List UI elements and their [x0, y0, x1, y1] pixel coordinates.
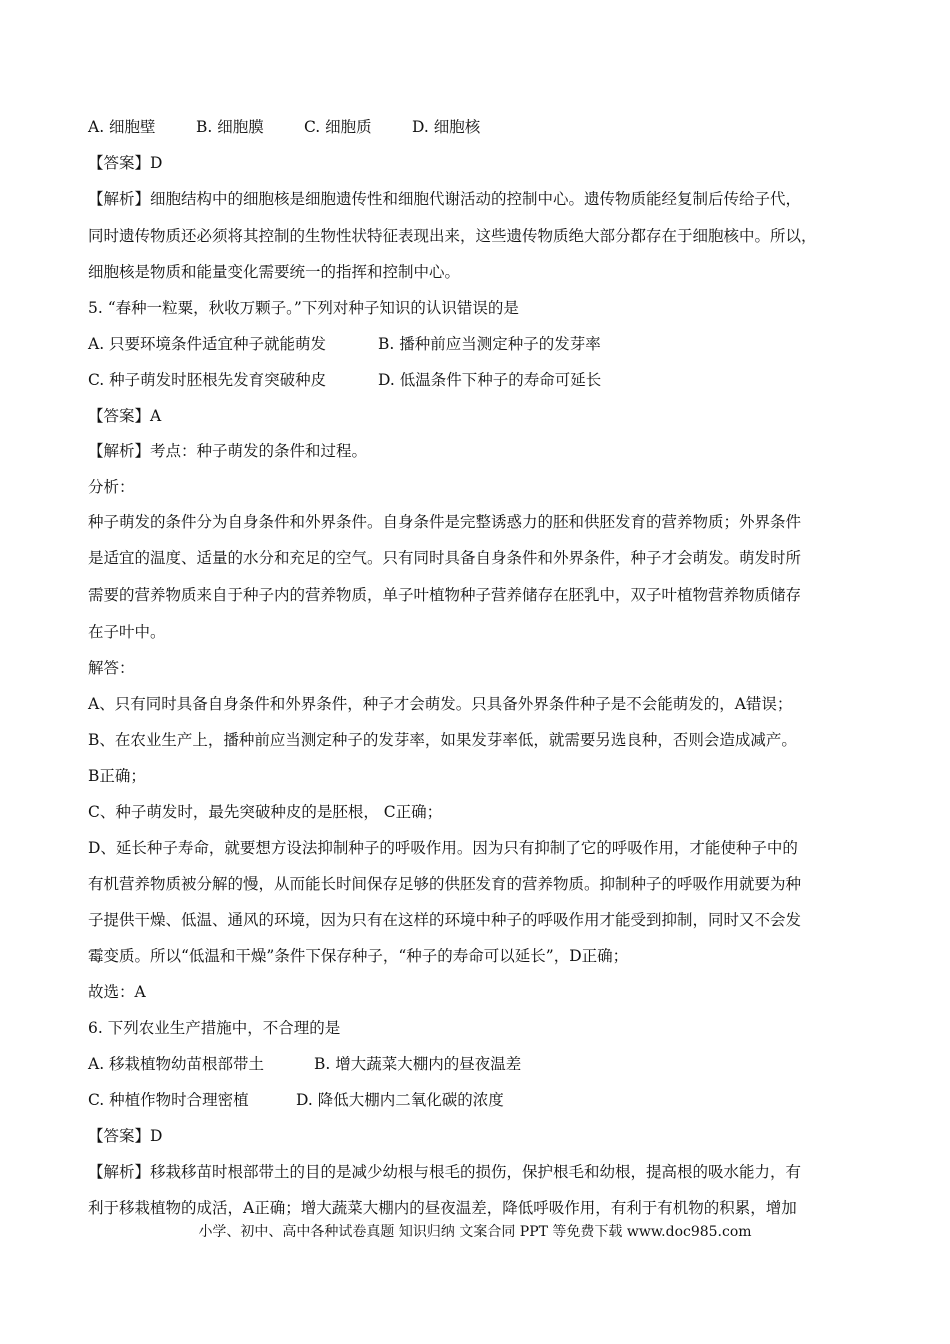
q5-analysis-line: 【解析】考点：种子萌发的条件和过程。: [88, 442, 368, 460]
q6-option-c: C. 种植作物时合理密植: [88, 1091, 249, 1109]
q6-answer: 【答案】D: [88, 1127, 163, 1145]
q5-analysis-line: 在子叶中。: [88, 623, 166, 641]
q5-stem: 5. “春种一粒粟，秋收万颗子。”下列对种子知识的认识错误的是: [88, 299, 519, 317]
q4-option-c: C. 细胞质: [304, 118, 372, 136]
q4-options: [88, 116, 864, 138]
q4-analysis-line: 同时遗传物质还必须将其控制的生物性状特征表现出来，这些遗传物质绝大部分都存在于细胞核中。所以，: [88, 227, 817, 245]
q5-option-d: D. 低温条件下种子的寿命可延长: [378, 371, 602, 389]
q4-analysis-line: 细胞核是物质和能量变化需要统一的指挥和控制中心。: [88, 263, 461, 281]
q6-analysis-line: 利于移栽植物的成活，A正确；增大蔬菜大棚内的昼夜温差，降低呼吸作用，有利于有机物的积累，增加: [88, 1199, 797, 1217]
q4-option-b: B. 细胞膜: [196, 118, 264, 136]
q5-options-row: [88, 333, 864, 355]
q5-options-row: [88, 369, 864, 391]
q5-analysis-line: 种子萌发的条件分为自身条件和外界条件。自身条件是完整诱惑力的胚和供胚发育的营养物质；外界条件: [88, 513, 802, 531]
q4-analysis-line: 【解析】细胞结构中的细胞核是细胞遗传性和细胞代谢活动的控制中心。遗传物质能经复制后传给子代，: [88, 190, 802, 208]
q5-option-b: B. 播种前应当测定种子的发芽率: [378, 335, 601, 353]
q5-analysis-line: 霉变质。所以“低温和干燥”条件下保存种子，“种子的寿命可以延长”，D正确；: [88, 947, 629, 965]
q6-options-row: [88, 1053, 864, 1075]
q5-analysis-line: D、延长种子寿命，就要想方设法抑制种子的呼吸作用。因为只有抑制了它的呼吸作用，才能使种子中的: [88, 839, 798, 857]
q5-analysis-line: C、种子萌发时，最先突破种皮的是胚根， C正确；: [88, 803, 443, 821]
q6-option-a: A. 移栽植物幼苗根部带土: [88, 1055, 265, 1073]
q5-analysis-line: 有机营养物质被分解的慢，从而能长时间保存足够的供胚发育的营养物质。抑制种子的呼吸作用就要为种: [88, 875, 802, 893]
q6-analysis-line: 【解析】移栽移苗时根部带土的目的是减少幼根与根毛的损伤，保护根毛和幼根，提高根的吸水能力，有: [88, 1163, 802, 1181]
q5-answer: 【答案】A: [88, 407, 162, 425]
q5-option-a: A. 只要环境条件适宜种子就能萌发: [88, 335, 327, 353]
q5-analysis-line: 是适宜的温度、适量的水分和充足的空气。只有同时具备自身条件和外界条件，种子才会萌发。萌发时所: [88, 549, 802, 567]
q6-option-b: B. 增大蔬菜大棚内的昼夜温差: [314, 1055, 522, 1073]
q5-analysis-line: 子提供干燥、低温、通风的环境，因为只有在这样的环境中种子的呼吸作用才能受到抑制，同时又不会发: [88, 911, 802, 929]
q4-option-d: D. 细胞核: [412, 118, 481, 136]
q6-options-row: [88, 1089, 864, 1111]
q6-option-d: D. 降低大棚内二氧化碳的浓度: [296, 1091, 504, 1109]
q6-stem: 6. 下列农业生产措施中，不合理的是: [88, 1019, 341, 1037]
q5-analysis-line: B、在农业生产上，播种前应当测定种子的发芽率，如果发芽率低，就需要另选良种，否则会造成减产。: [88, 731, 797, 749]
q5-option-c: C. 种子萌发时胚根先发育突破种皮: [88, 371, 327, 389]
q5-analysis-line: 分析：: [88, 478, 135, 496]
q4-answer: 【答案】D: [88, 154, 163, 172]
page-footer: 小学、初中、高中各种试卷真题 知识归纳 文案合同 PPT 等免费下载 www.doc985.com: [198, 1224, 752, 1240]
q5-analysis-line: 故选：A: [88, 983, 146, 1001]
q5-analysis-line: B正确；: [88, 767, 146, 785]
q5-analysis-line: 解答：: [88, 659, 135, 677]
q5-analysis-line: A、只有同时具备自身条件和外界条件，种子才会萌发。只具备外界条件种子是不会能萌发的，A错误；: [88, 695, 793, 713]
q5-analysis-line: 需要的营养物质来自于种子内的营养物质，单子叶植物种子营养储存在胚乳中，双子叶植物营养物质储存: [88, 586, 802, 604]
q4-option-a: A. 细胞壁: [88, 118, 156, 136]
